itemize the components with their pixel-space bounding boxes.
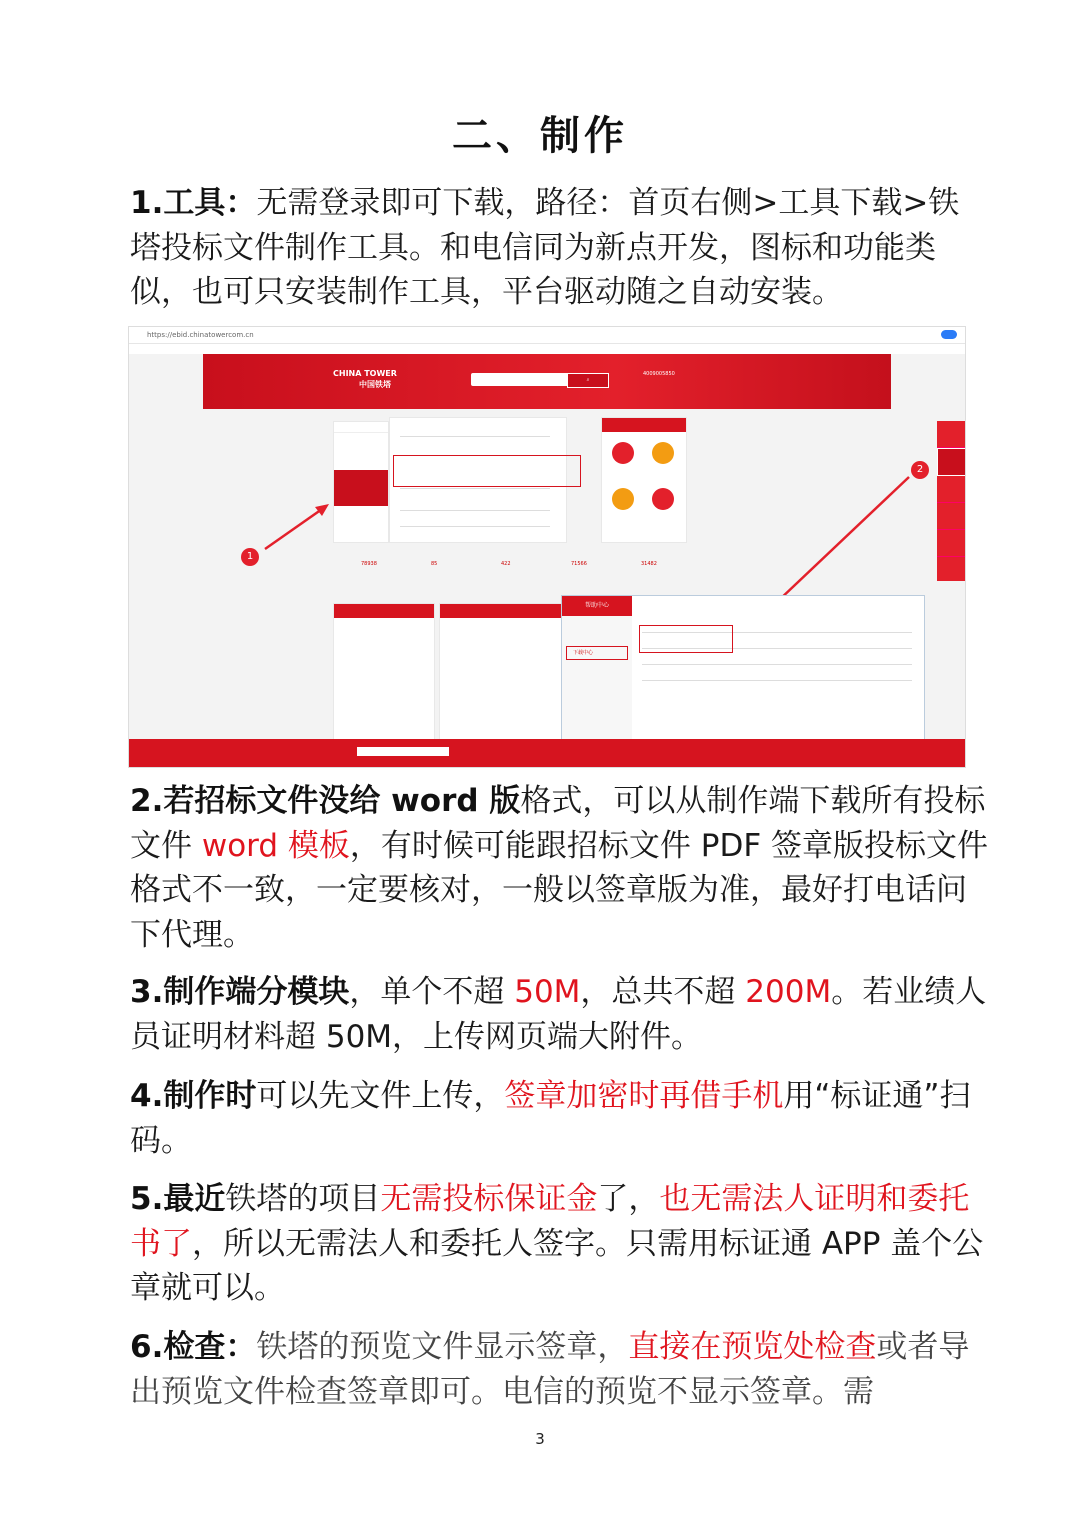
p3-t3: 。若业绩人员证明材料超 50M，上传网页端大附件。 xyxy=(130,974,987,1055)
p5-lead: 5.最近 xyxy=(130,1181,226,1217)
paragraph-recent xyxy=(130,1177,990,1311)
site-search-button: ⌕ xyxy=(567,373,609,388)
stat-5: 31482 xyxy=(641,561,657,567)
page-number: 3 xyxy=(535,1430,545,1448)
p5-red1: 无需投标保证金 xyxy=(380,1181,598,1217)
p2-t2: ，有时候可能跟招标文件 PDF 签章版投标文件格式不一致，一定要核对，一般以签章版为准，最好打电话问下代理。 xyxy=(130,827,989,953)
p6-red1: 直接在预览处检查 xyxy=(628,1329,877,1365)
logo-en: CHINA TOWER xyxy=(333,369,397,378)
highlight-tool-item xyxy=(639,625,733,653)
p1-text: 无需登录即可下载，路径：首页右侧>工具下载>铁塔投标文件制作工具。和电信同为新点开发，图标和功能类似，也可只安装制作工具，平台驱动随之自动安装。 xyxy=(130,185,960,310)
site-footer xyxy=(129,739,965,767)
paragraph-signing xyxy=(130,1074,990,1163)
stat-2: 85 xyxy=(431,561,438,567)
paragraph-modules xyxy=(130,970,990,1059)
p5-t3: ，所以无需法人和委托人签字。只需用标证通 APP 盖个公章就可以。 xyxy=(130,1225,984,1306)
p5-t1: 铁塔的项目 xyxy=(225,1181,381,1217)
stat-4: 71566 xyxy=(571,561,587,567)
help-center-title: 帮助中心 xyxy=(562,596,632,616)
news-panel xyxy=(439,603,565,741)
p6-t2: 或者导出预览文件检查签章即可。电信的预览不显示签章。需 xyxy=(130,1329,970,1410)
stat-3: 422 xyxy=(501,561,511,567)
callout-2: 2 xyxy=(911,461,929,479)
p2-t1: 格式，可以从制作端下载所有投标文件 xyxy=(130,783,986,864)
p4-t1: 可以先文件上传， xyxy=(256,1078,505,1114)
p3-lead: 3.制作端分模块 xyxy=(130,974,350,1010)
notice-panel xyxy=(333,603,435,741)
p5-t2: 了， xyxy=(597,1181,660,1217)
embedded-screenshot xyxy=(128,326,966,768)
p3-red2: 200M xyxy=(745,974,832,1010)
p3-red1: 50M xyxy=(514,974,581,1010)
p1-lead: 1.工具： xyxy=(130,185,257,221)
download-center-item: 下载中心 xyxy=(566,646,628,660)
paragraph-tools xyxy=(130,181,990,315)
stat-1: 78938 xyxy=(361,561,377,567)
p6-lead: 6.检查： xyxy=(130,1329,257,1365)
p4-t2: 用“标证通”扫码。 xyxy=(130,1078,971,1159)
help-center-overlay xyxy=(561,595,925,745)
p5-red2: 也无需法人证明和委托书了 xyxy=(130,1181,970,1262)
url-text: https://ebid.chinatowercom.cn xyxy=(147,331,254,339)
p4-lead: 4.制作时 xyxy=(130,1078,257,1114)
p3-t2: ，总共不超 xyxy=(580,974,746,1010)
p6-t1: 铁塔的预览文件显示签章， xyxy=(256,1329,629,1365)
logo-cn: 中国铁塔 xyxy=(359,380,391,389)
paragraph-word-template xyxy=(130,779,990,957)
page-title: 二、制作 xyxy=(452,113,628,159)
p3-t1: ，单个不超 xyxy=(349,974,515,1010)
p2-red1: word 模板 xyxy=(201,827,350,864)
p4-red1: 签章加密时再借手机 xyxy=(504,1078,784,1114)
paragraph-check xyxy=(130,1325,990,1414)
site-phone: 4009005850 xyxy=(643,371,675,377)
callout-1: 1 xyxy=(241,548,259,566)
p2-lead: 2.若招标文件没给 word 版 xyxy=(130,783,521,819)
